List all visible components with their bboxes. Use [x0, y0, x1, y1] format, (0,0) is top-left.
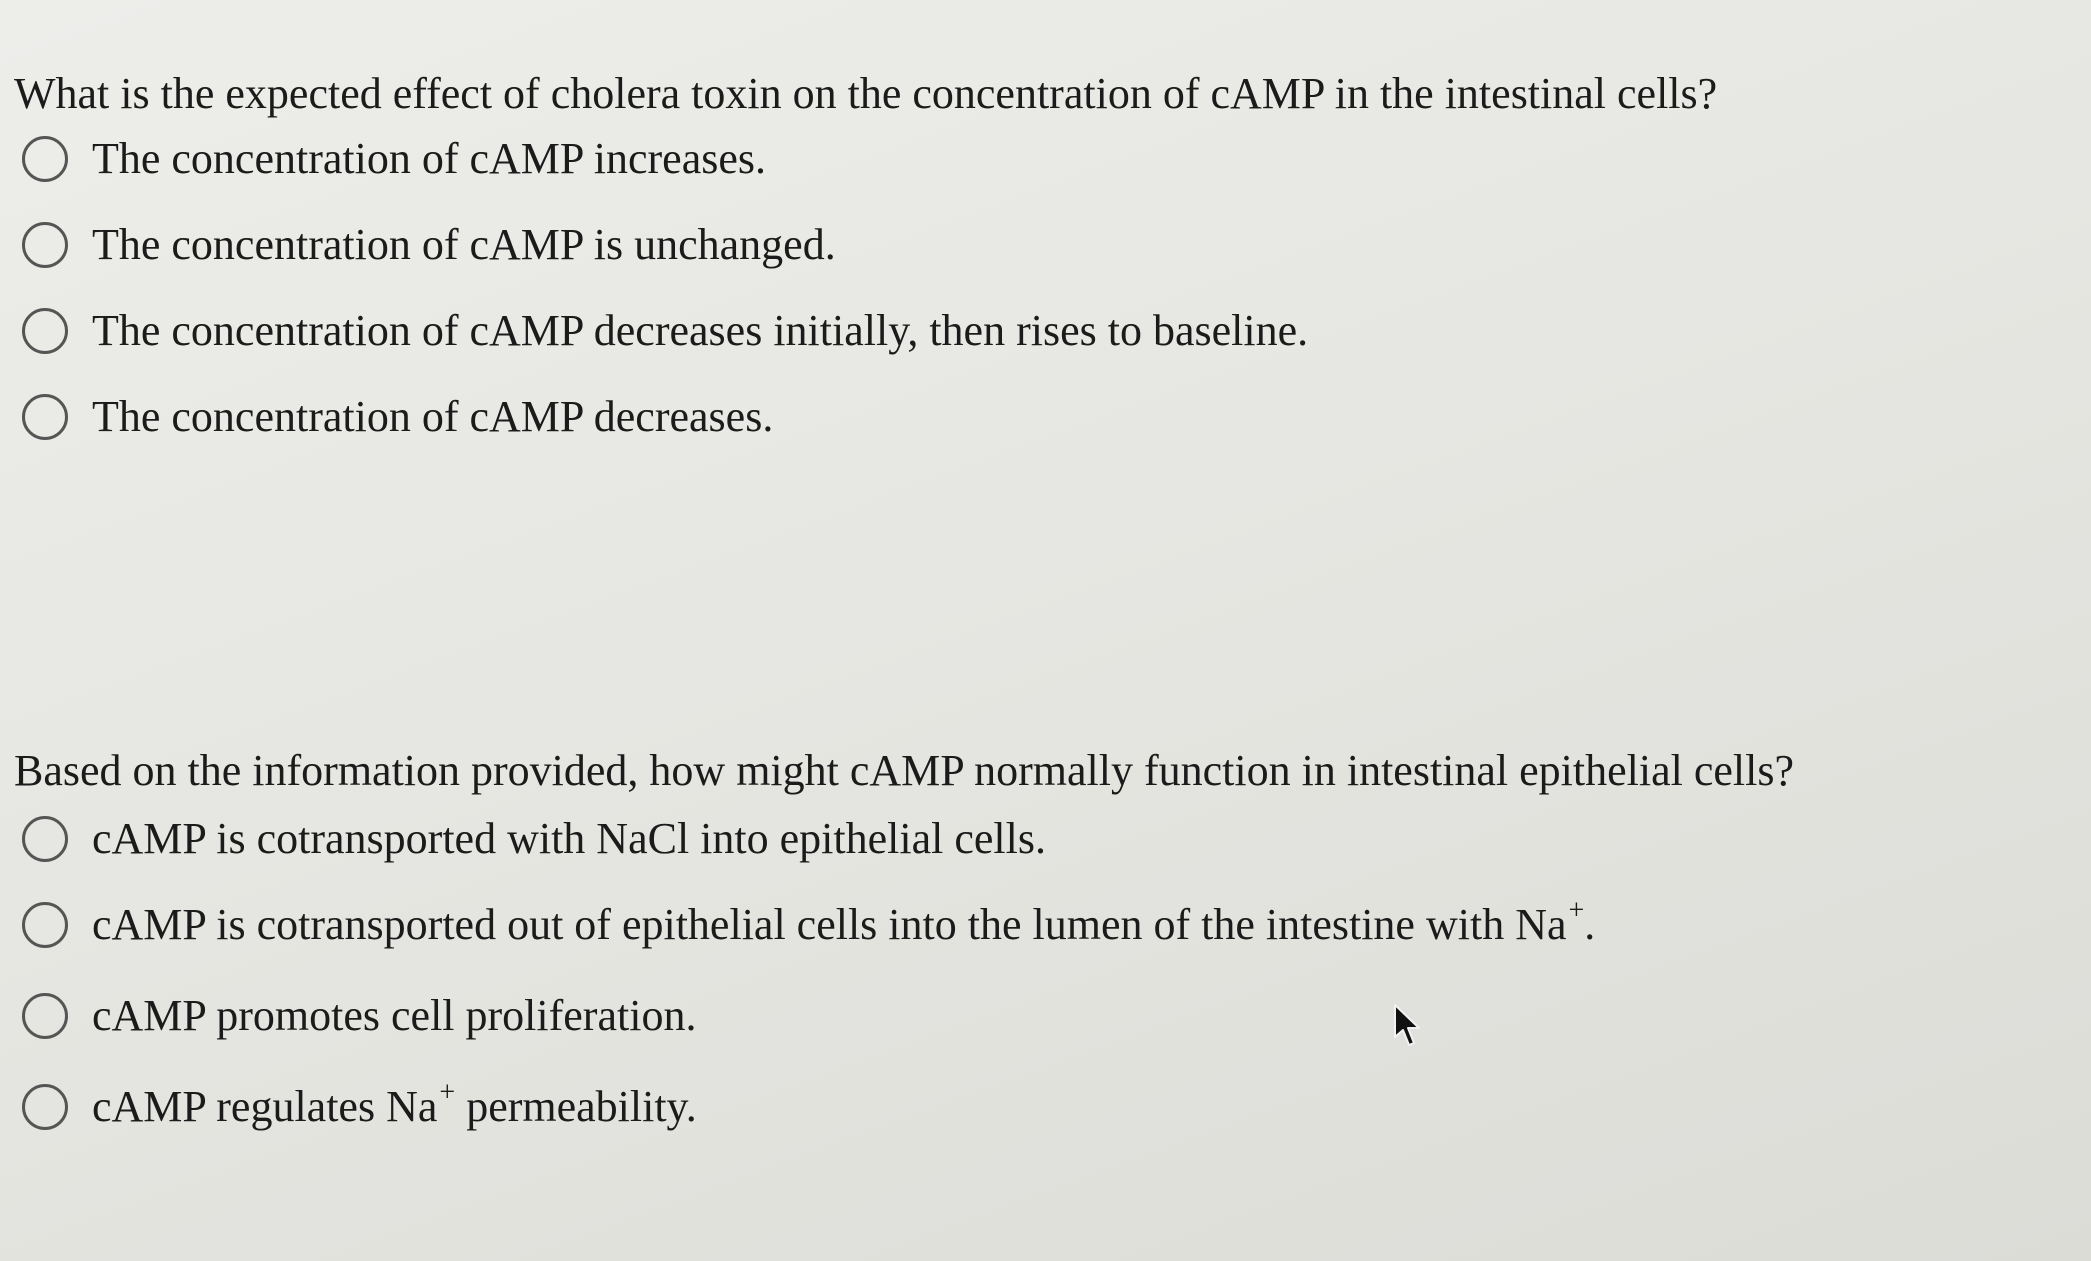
q2-option-2-text-end: .	[1584, 900, 1596, 949]
q1-option-4-label[interactable]: The concentration of cAMP decreases.	[92, 392, 774, 441]
question-1-prompt: What is the expected effect of cholera toxin on the concentration of cAMP in the intestinal cells?	[14, 69, 1718, 118]
sodium-charge-superscript: +	[439, 1077, 456, 1108]
q1-option-1-label[interactable]: The concentration of cAMP increases.	[92, 134, 767, 183]
q1-option-2-label[interactable]: The concentration of cAMP is unchanged.	[92, 220, 836, 269]
q2-option-2-label[interactable]	[92, 895, 1595, 955]
q2-option-2-text: cAMP is cotransported out of epithelial cells into the lumen of the intestine with Na	[92, 900, 1567, 949]
q2-option-4-label[interactable]	[92, 1077, 697, 1137]
radio-unchecked-icon[interactable]	[22, 308, 68, 354]
q2-option-3-label[interactable]: cAMP promotes cell proliferation.	[92, 991, 697, 1040]
q1-option-3[interactable]	[22, 301, 1308, 361]
q2-option-1-label[interactable]: cAMP is cotransported with NaCl into epithelial cells.	[92, 814, 1046, 863]
q1-option-2[interactable]	[22, 215, 836, 275]
q2-option-4-text-end: permeability.	[455, 1082, 697, 1131]
sodium-charge-superscript: +	[1568, 895, 1585, 926]
question-2-prompt: Based on the information provided, how might cAMP normally function in intestinal epithelial cells?	[14, 746, 1795, 795]
q2-option-2[interactable]	[22, 895, 1595, 955]
radio-unchecked-icon[interactable]	[22, 136, 68, 182]
q2-option-3[interactable]	[22, 986, 696, 1046]
radio-unchecked-icon[interactable]	[22, 816, 68, 862]
q1-option-4[interactable]	[22, 387, 773, 447]
mouse-pointer-icon	[1392, 1003, 1422, 1051]
q2-option-4-text: cAMP regulates Na	[92, 1082, 438, 1131]
q1-option-3-label[interactable]: The concentration of cAMP decreases initially, then rises to baseline.	[92, 306, 1309, 355]
q2-option-1[interactable]	[22, 809, 1046, 869]
radio-unchecked-icon[interactable]	[22, 902, 68, 948]
radio-unchecked-icon[interactable]	[22, 1084, 68, 1130]
q2-option-4[interactable]	[22, 1077, 697, 1137]
q1-option-1[interactable]	[22, 129, 766, 189]
radio-unchecked-icon[interactable]	[22, 394, 68, 440]
radio-unchecked-icon[interactable]	[22, 993, 68, 1039]
radio-unchecked-icon[interactable]	[22, 222, 68, 268]
